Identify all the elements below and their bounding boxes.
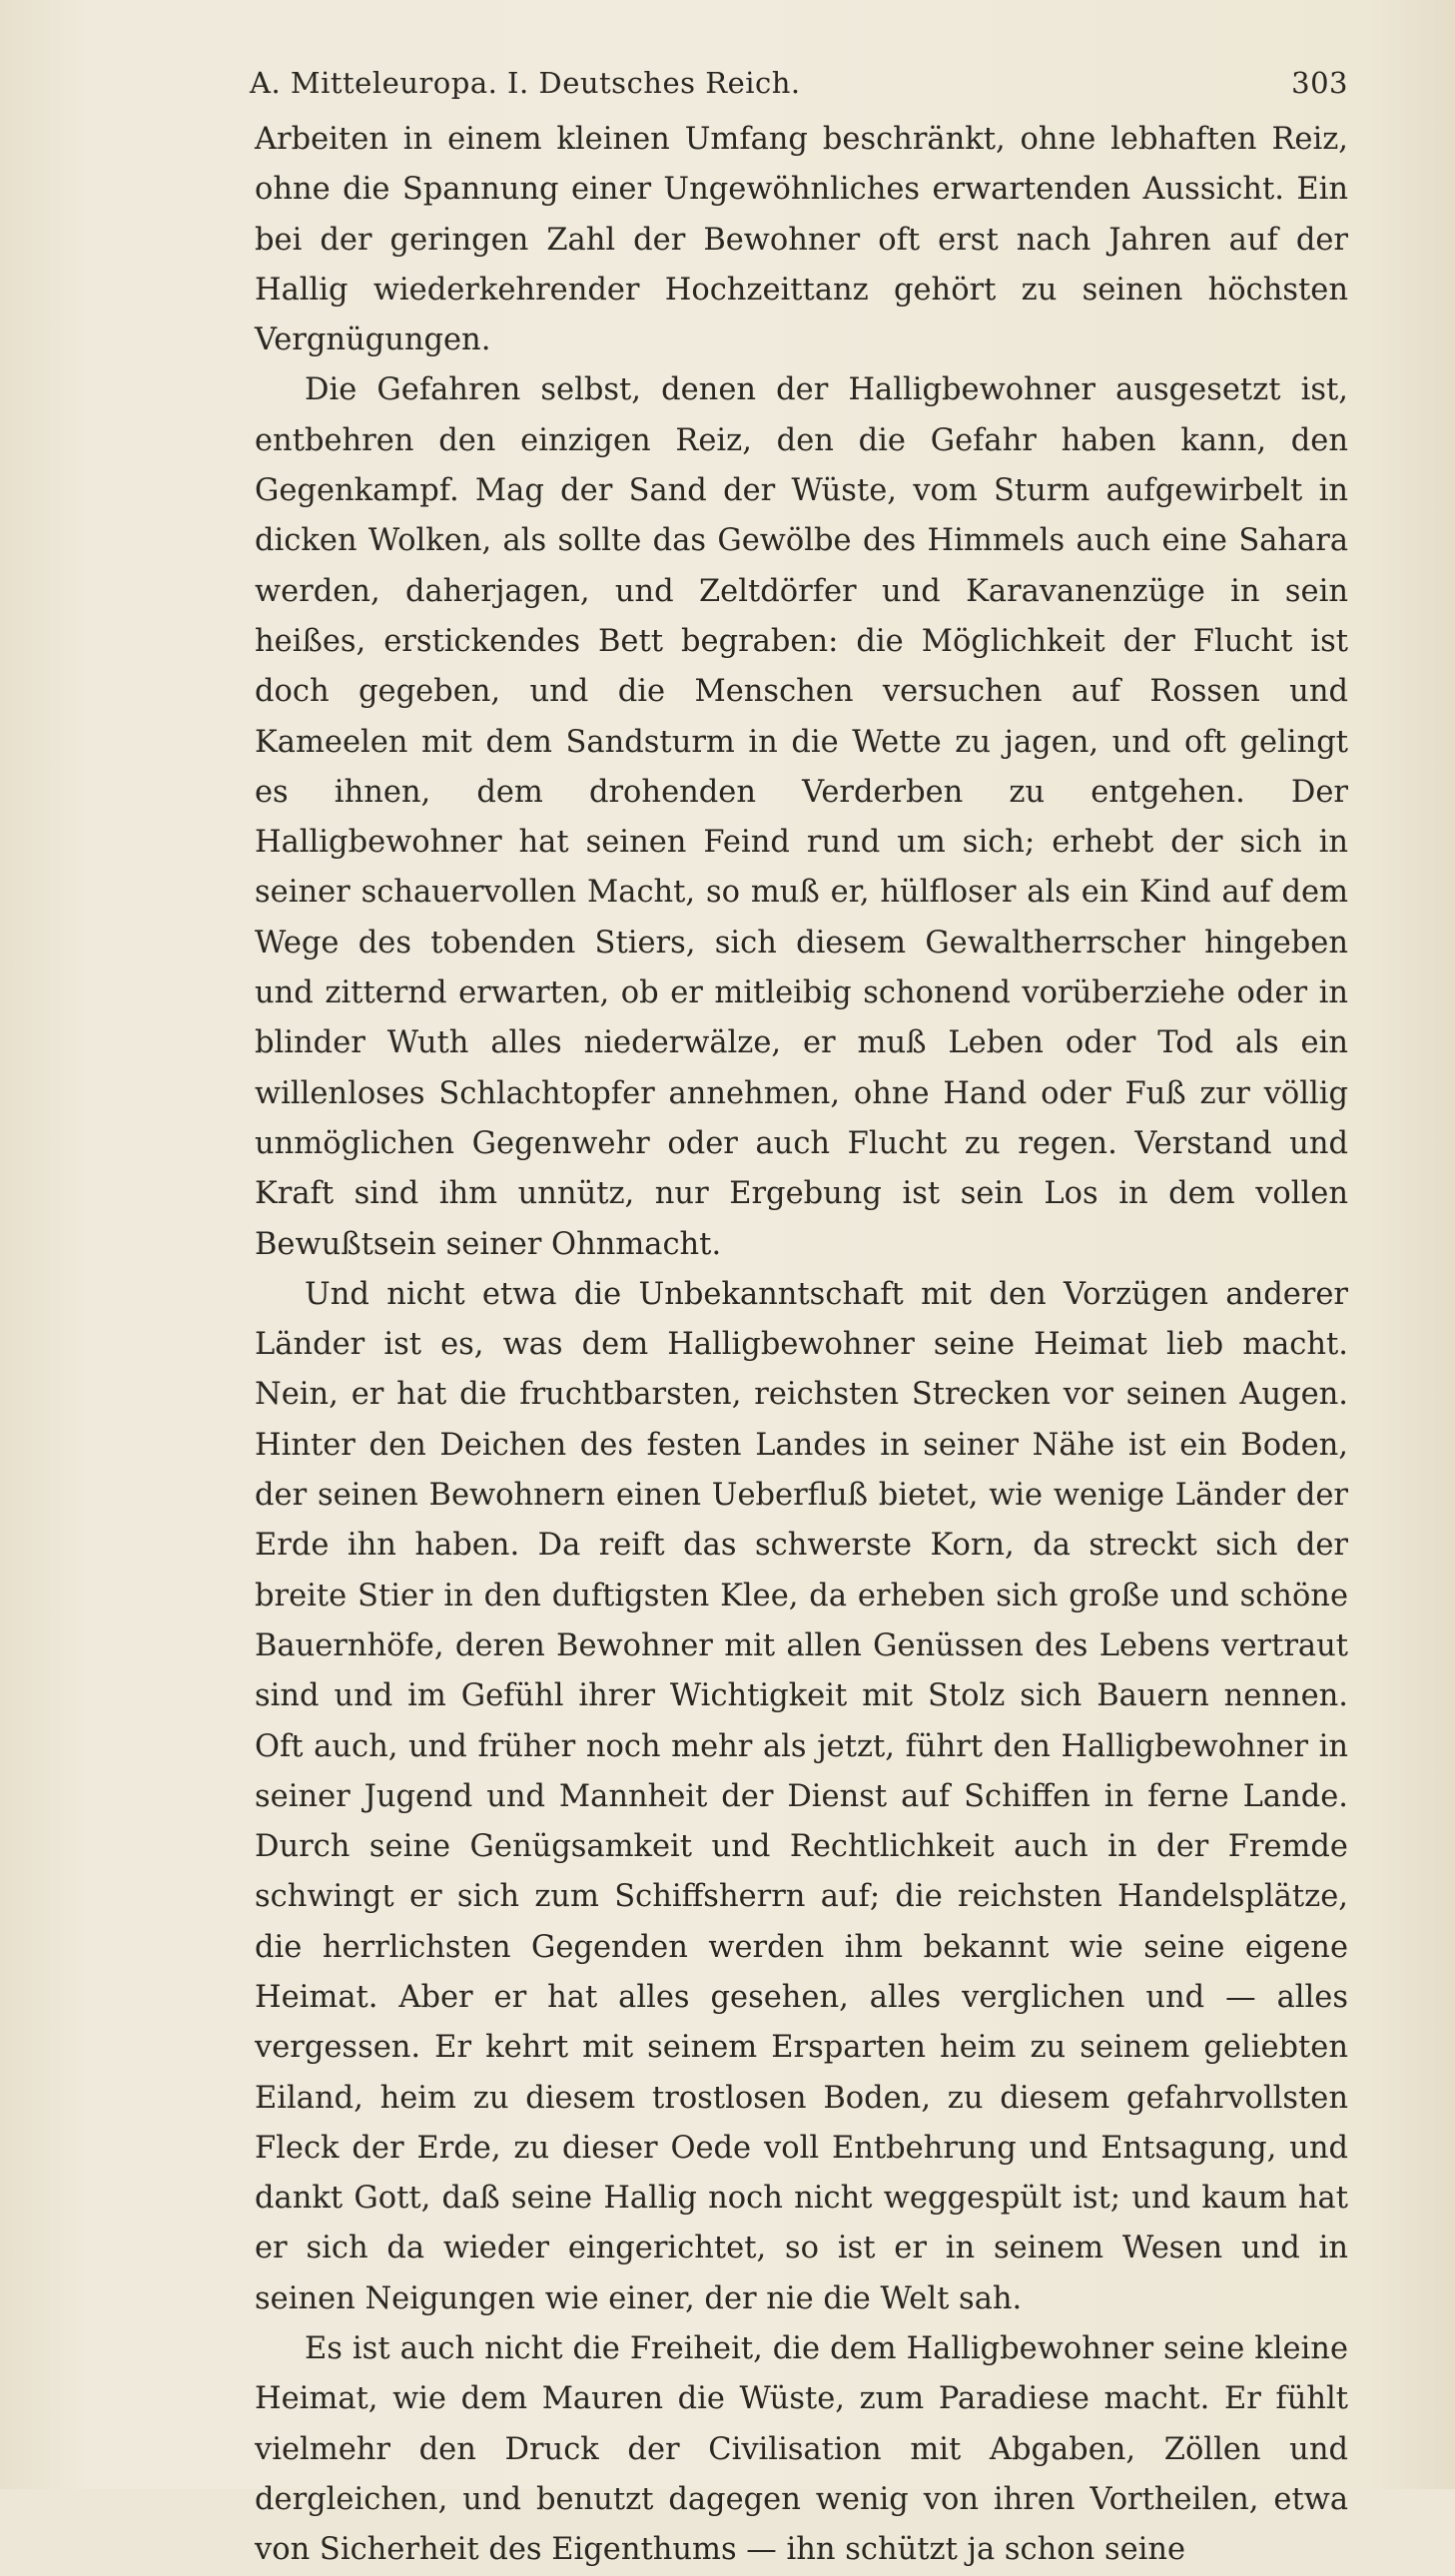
section-title: A. Mitteleuropa. I. Deutsches Reich.: [250, 66, 801, 100]
paragraph: Und nicht etwa die Unbekanntschaft mit den Vorzügen anderer Länder ist es, was dem Halligbewohner seine Heimat lieb macht. Nein, er hat die fruchtbarsten, reichsten Strecken vor seinen Augen. Hinter den Deichen des festen Landes in seiner Nähe ist ein Boden, der seinen Bewohnern einen Ueberfluß bietet, wie wenige Länder der Erde ihn haben. Da reift das schwerste Korn, da streckt sich der breite Stier in den duftigsten Klee, da erheben sich große und schöne Bauernhöfe, deren Bewohner mit allen Genüssen des Lebens vertraut sind und im Gefühl ihrer Wichtigkeit mit Stolz sich Bauern nennen. Oft auch, und früher noch mehr als jetzt, führt den Halligbewohner in seiner Jugend und Mannheit der Dienst auf Schiffen in ferne Lande. Durch seine Genügsamkeit und Rechtlichkeit auch in der Fremde schwingt er sich zum Schiffsherrn auf; die reichsten Handelsplätze, die herrlichsten Gegenden werden ihm bekannt wie seine eigene Heimat. Aber er hat alles gesehen, alles verglichen und — alles vergessen. Er kehrt mit seinem Ersparten heim zu seinem geliebten Eiland, heim zu diesem trostlosen Boden, zu diesem gefahrvollsten Fleck der Erde, zu dieser Oede voll Entbehrung und Entsagung, und dankt Gott, daß seine Hallig noch nicht weggespült ist; und kaum hat er sich da wieder eingerichtet, so ist er in seinem Wesen und in seinen Neigungen wie einer, der nie die Welt sah.: [255, 1276, 1348, 2316]
body-text: [255, 115, 1348, 2576]
paragraph: Die Gefahren selbst, denen der Halligbewohner ausgesetzt ist, entbehren den einzigen Reiz, den die Gefahr haben kann, den Gegenkampf. Mag der Sand der Wüste, vom Sturm aufgewirbelt in dicken Wolken, als sollte das Gewölbe des Himmels auch eine Sahara werden, daherjagen, und Zeltdörfer und Karavanenzüge in sein heißes, erstickendes Bett begraben: die Möglichkeit der Flucht ist doch gegeben, und die Menschen versuchen auf Rossen und Kameelen mit dem Sandsturm in die Wette zu jagen, und oft gelingt es ihnen, dem drohenden Verderben zu entgehen. Der Halligbewohner hat seinen Feind rund um sich; erhebt der sich in seiner schauervollen Macht, so muß er, hülfloser als ein Kind auf dem Wege des tobenden Stiers, sich diesem Gewaltherrscher hingeben und zitternd erwarten, ob er mitleibig schonend vorüberziehe oder in blinder Wuth alles niederwälze, er muß Leben oder Tod als ein willenloses Schlachtopfer annehmen, ohne Hand oder Fuß zur völlig unmöglichen Gegenwehr oder auch Flucht zu regen. Verstand und Kraft sind ihm unnütz, nur Ergebung ist sein Los in dem vollen Bewußtsein seiner Ohnmacht.: [255, 372, 1348, 1262]
running-header: [250, 58, 1348, 108]
page-number: 303: [1291, 66, 1348, 100]
paragraph: Arbeiten in einem kleinen Umfang beschränkt, ohne lebhaften Reiz, ohne die Spannung einer Ungewöhnliches erwartenden Aussicht. Ein bei der geringen Zahl der Bewohner oft erst nach Jahren auf der Hallig wiederkehrender Hochzeittanz gehört zu seinen höchsten Vergnügungen.: [255, 122, 1348, 358]
paragraph: Es ist auch nicht die Freiheit, die dem Halligbewohner seine kleine Heimat, wie dem Mauren die Wüste, zum Paradiese macht. Er fühlt vielmehr den Druck der Civilisation mit Abgaben, Zöllen und dergleichen, und benutzt dagegen wenig von ihren Vortheilen, etwa von Sicherheit des Eigenthums — ihn schützt ja schon seine: [255, 2331, 1348, 2568]
